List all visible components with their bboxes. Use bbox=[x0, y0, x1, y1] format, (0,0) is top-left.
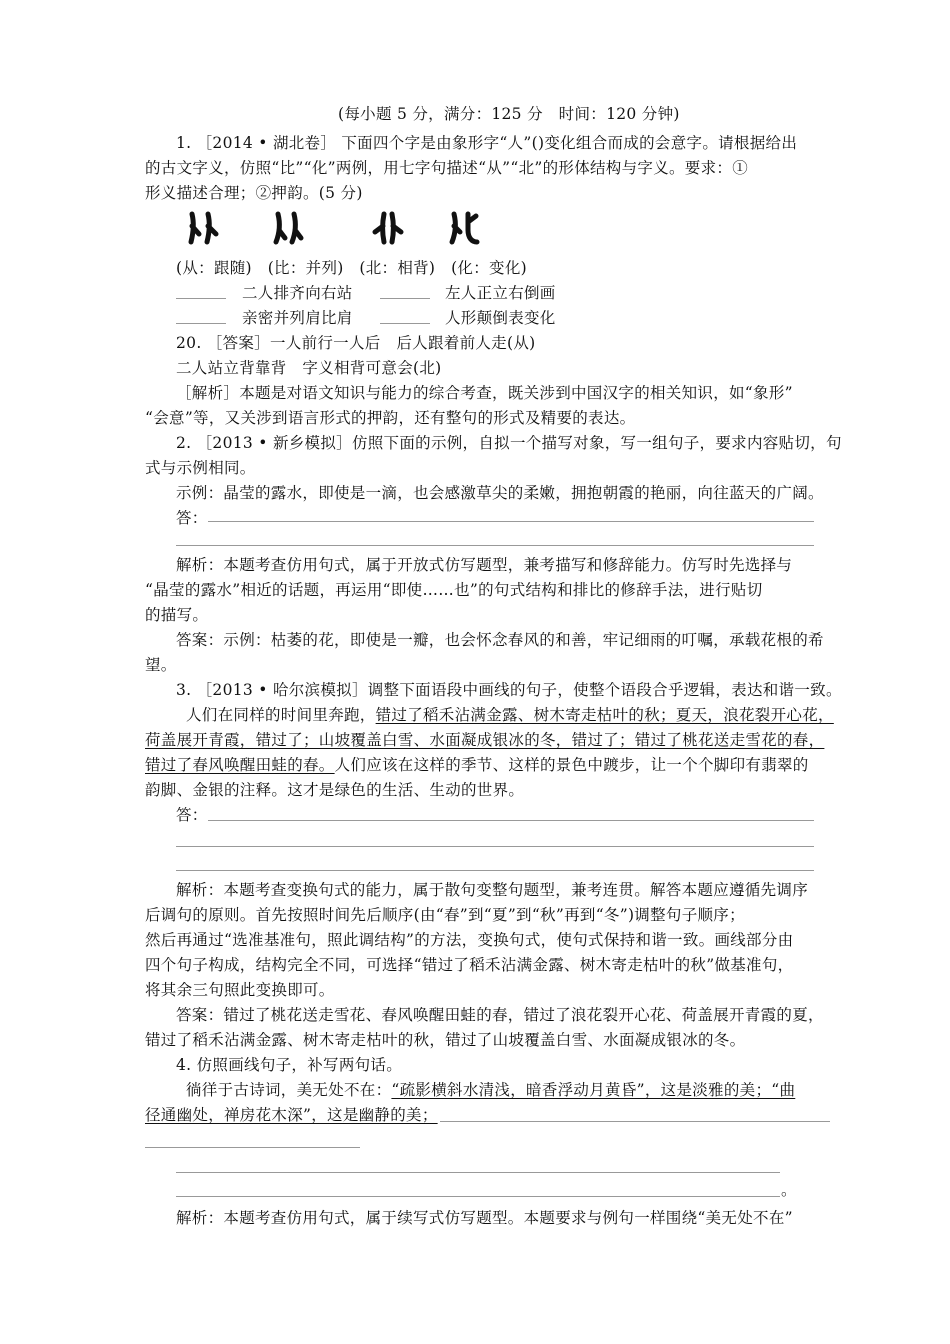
q1-stem-line2: 的古文字义，仿照“比”“化”两例，用七字句描述“从”“北”的形体结构与字义。要求：① bbox=[145, 159, 748, 177]
q4-underlined-1: “疏影横斜水清浅，暗香浮动月黄昏”，这是淡雅的美；“曲 bbox=[391, 1081, 796, 1099]
q4-fill-line2[interactable] bbox=[145, 1147, 360, 1148]
q4-passage-plain: 徜徉于古诗词，美无处不在： bbox=[186, 1081, 392, 1099]
glyph-meanings: (从：跟随) (比：并列) (北：相背) (化：变化) bbox=[176, 259, 527, 277]
q1-explanation-line2: “会意”等，又关涉到语言形式的押韵，还有整句的形式及精要的表达。 bbox=[145, 409, 636, 427]
q1-blank-cong-2[interactable] bbox=[176, 323, 226, 324]
q4-explanation-line1: 解析：本题考查仿用句式，属于续写式仿写题型。本题要求与例句一样围绕“美无处不在” bbox=[176, 1209, 793, 1227]
q1-answer-line1: 20. ［答案］一人前行一人后 后人跟着前人走(从) bbox=[176, 334, 536, 352]
q2-explanation-line3: 的描写。 bbox=[145, 606, 209, 624]
q2-answer-line1[interactable] bbox=[208, 521, 814, 522]
ancient-glyph-hua-icon bbox=[446, 208, 482, 248]
q2-explanation-line2: “晶莹的露水”相近的话题，再运用“即使……也”的句式结构和排比的修辞手法，进行贴切 bbox=[145, 581, 763, 599]
q4-passage-line1 bbox=[186, 1080, 795, 1100]
q1-stem-line1: 1. ［2014 • 湖北卷］ 下面四个字是由象形字“人”()变化组合而成的会意字。请根据给出 bbox=[176, 134, 798, 152]
q4-fill-line3[interactable] bbox=[176, 1172, 780, 1173]
q2-example: 示例：晶莹的露水，即使是一滴，也会感激草尖的柔嫩，拥抱朝霞的艳丽，向往蓝天的广阔。 bbox=[176, 484, 824, 502]
q3-passage-line3 bbox=[145, 755, 809, 775]
q3-answer-line1[interactable] bbox=[208, 820, 814, 821]
q3-passage-plain-2: 人们应该在这样的季节、这样的景色中踱步，让一个个脚印有翡翠的 bbox=[334, 756, 809, 774]
q2-answer-line2[interactable] bbox=[176, 545, 814, 546]
q1-stem-line3: 形义描述合理；②押韵。(5 分) bbox=[145, 184, 363, 202]
q1-blank-bei[interactable] bbox=[380, 298, 430, 299]
q1-bi-description-2: 亲密并列肩比肩 bbox=[242, 309, 353, 327]
q1-answer-line2: 二人站立背靠背 字义相背可意会(北) bbox=[176, 359, 442, 377]
q3-passage-line2 bbox=[145, 730, 824, 750]
q1-explanation-line1: ［解析］本题是对语文知识与能力的综合考查，既关涉到中国汉字的相关知识，如“象形” bbox=[176, 384, 793, 402]
q1-bi-description: 二人排齐向右站 bbox=[242, 284, 353, 302]
ancient-glyph-bi-icon bbox=[270, 208, 306, 248]
q3-explanation-line1: 解析：本题考查变换句式的能力，属于散句变整句题型，兼考连贯。解答本题应遵循先调序 bbox=[176, 881, 809, 899]
ancient-glyph-cong-icon bbox=[186, 208, 222, 248]
q1-blank-cong[interactable] bbox=[176, 298, 226, 299]
q3-underlined-3: 错过了春风唤醒田蛙的春。 bbox=[145, 756, 335, 774]
q4-period: 。 bbox=[781, 1181, 797, 1199]
q3-stem: 3. ［2013 • 哈尔滨模拟］调整下面语段中画线的句子，使整个语段合乎逻辑，表达和谐一致。 bbox=[176, 681, 842, 699]
q3-explanation-line2: 后调句的原则。首先按照时间先后顺序(由“春”到“夏”到“秋”再到“冬”)调整句子顺序； bbox=[145, 906, 745, 924]
q2-answer-line2-text: 望。 bbox=[145, 656, 177, 674]
q3-explanation-line3: 然后再通过“选准基准句，照此调结构”的方法，变换句式，使句式保持和谐一致。画线部分由 bbox=[145, 931, 794, 949]
q3-explanation-line4: 四个句子构成，结构完全不同，可选择“错过了稻禾沾满金露、树木寄走枯叶的秋”做基准句， bbox=[145, 956, 794, 974]
q2-explanation-line1: 解析：本题考查仿用句式，属于开放式仿写题型，兼考描写和修辞能力。仿写时先选择与 bbox=[176, 556, 793, 574]
q3-answer-line3[interactable] bbox=[176, 870, 814, 871]
q3-answer-text-line1: 答案：错过了桃花送走雪花、春风唤醒田蛙的春，错过了浪花裂开心花、荷盖展开青霞的夏， bbox=[176, 1006, 824, 1024]
q3-answer-text-line2: 错过了稻禾沾满金露、树木寄走枯叶的秋，错过了山坡覆盖白雪、水面凝成银冰的冬。 bbox=[145, 1031, 746, 1049]
q1-blank-bei-2[interactable] bbox=[380, 323, 430, 324]
q3-passage-line1 bbox=[186, 705, 834, 725]
q4-fill-line1[interactable] bbox=[440, 1121, 830, 1122]
q3-passage-plain: 人们在同样的时间里奔跑， bbox=[186, 706, 376, 724]
q2-answer-line1-text: 答案：示例：枯萎的花，即使是一瓣，也会怀念春风的和善，牢记细雨的叮嘱，承载花根的希 bbox=[176, 631, 824, 649]
q1-hua-description: 左人正立右倒画 bbox=[445, 284, 556, 302]
q1-hua-description-2: 人形颠倒表变化 bbox=[445, 309, 556, 327]
q3-underlined-1: 错过了稻禾沾满金露、树木寄走枯叶的秋；夏天，浪花裂开心花， bbox=[375, 706, 834, 724]
q3-underlined-2: 荷盖展开青霞，错过了；山坡覆盖白雪、水面凝成银冰的冬，错过了；错过了桃花送走雪花的春， bbox=[145, 731, 825, 749]
q4-stem: 4. 仿照画线句子，补写两句话。 bbox=[176, 1056, 403, 1074]
q3-explanation-line5: 将其余三句照此变换即可。 bbox=[145, 981, 335, 999]
q3-passage-line4: 韵脚、金银的注释。这才是绿色的生活、生动的世界。 bbox=[145, 781, 525, 799]
ancient-glyph-bei-icon bbox=[370, 208, 406, 248]
q3-answer-label: 答： bbox=[176, 806, 208, 824]
q3-answer-line2[interactable] bbox=[176, 846, 814, 847]
q4-passage-line2 bbox=[145, 1105, 438, 1125]
q4-fill-line4[interactable] bbox=[176, 1196, 780, 1197]
q2-stem-line2: 式与示例相同。 bbox=[145, 459, 256, 477]
q4-underlined-2: 径通幽处，禅房花木深”，这是幽静的美； bbox=[145, 1106, 438, 1124]
q2-answer-label: 答： bbox=[176, 509, 208, 527]
q2-stem-line1: 2. ［2013 • 新乡模拟］仿照下面的示例，自拟一个描写对象，写一组句子，要求内容贴切，句 bbox=[176, 434, 842, 452]
score-time-header: (每小题 5 分，满分：125 分 时间：120 分钟) bbox=[338, 105, 680, 123]
